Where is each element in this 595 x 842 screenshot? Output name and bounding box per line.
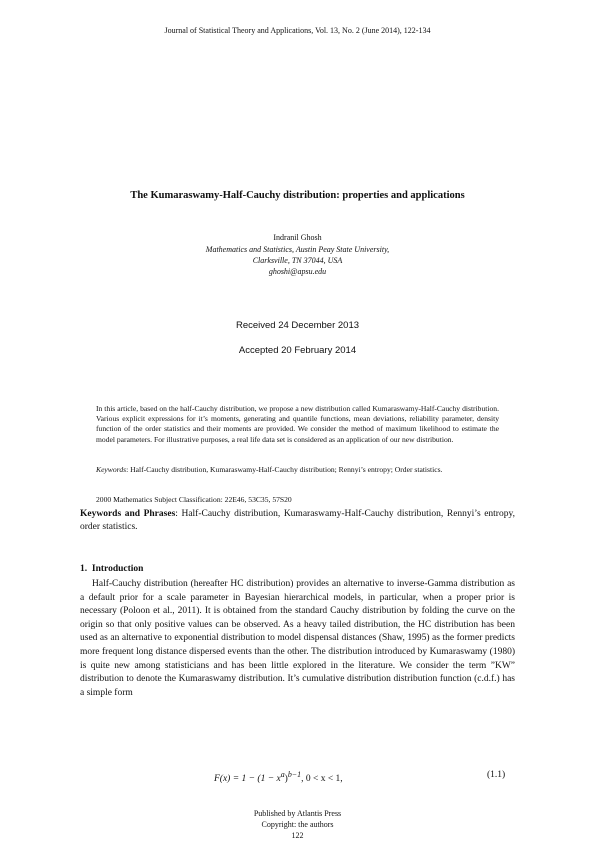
msc-classification: 2000 Mathematics Subject Classification: 22E46, 53C35, 57S20: [96, 495, 292, 504]
footer-publisher: Published by Atlantis Press: [253, 809, 342, 818]
footer-copyright: Copyright: the authors: [261, 820, 334, 829]
abstract: In this article, based on the half-Cauchy distribution, we propose a new distribution called Kumaraswamy-Half-Cauchy distribution. Various explicit expressions for it’s moments, generating and quantile functions, mean deviations, reliability parameter, density function of the order statistics and their moments are provided. We consider the method of maximum likelihood to estimate the model parameters. For illustrative purposes, a real life data set is considered as an application of our new distribution.: [96, 404, 499, 444]
section-title: Introduction: [91, 564, 144, 574]
equation-number: (1.1): [487, 770, 506, 780]
author-affiliation-line-2: Clarksville, TN 37044, USA: [252, 256, 343, 265]
author-email[interactable]: ghoshi@apsu.edu: [268, 267, 327, 276]
paper-title: The Kumaraswamy-Half-Cauchy distribution: properties and applications: [130, 190, 465, 201]
accepted-date: Accepted 20 February 2014: [238, 345, 357, 356]
received-date: Received 24 December 2013: [235, 320, 360, 331]
author-name: Indranil Ghosh: [273, 233, 322, 242]
keywords-and-phrases-label: Keywords and Phrases: [80, 509, 176, 519]
keywords-and-phrases-text: : Half-Cauchy distribution, Kumaraswamy-Half-Cauchy distribution, Rennyi’s entropy, order statistics.: [80, 509, 515, 532]
page-number: 122: [291, 831, 304, 840]
equation-close-paren: ): [284, 774, 288, 785]
abstract-keywords-text: : Half-Cauchy distribution, Kumaraswamy-Half-Cauchy distribution; Rennyi’s entropy; Order statistics.: [126, 465, 443, 474]
journal-header: Journal of Statistical Theory and Applications, Vol. 13, No. 2 (June 2014), 122-134: [164, 26, 431, 35]
section-number: 1.: [80, 564, 88, 574]
author-affiliation-line-1: Mathematics and Statistics, Austin Peay State University,: [205, 245, 390, 254]
introduction-paragraph: Half-Cauchy distribution (hereafter HC distribution) provides an alternative to inverse-Gamma distribution as a default prior for a scale parameter in Bayesian hierarchical models, in particular, when a proper prior is necessary (Poloon et al., 2011). It is obtained from the standard Cauchy distribution by folding the curve on the origin so that only positive values can be observed. As a heavy tailed distribution, the HC distribution has been used as an alternative to exponential distribution to model dispensal distances (Shaw, 1995) as the former predicts more frequent long distance dispersed events than the other. The distribution introduced by Kumaraswamy (1980) is quite new among statisticians and has been little explored in the literature. We consider the term ”KW” distribution to denote the Kumaraswamy distribution. It’s cumulative distribution distribution function (c.d.f.) has a simple form: [80, 579, 515, 698]
equation-lhs: F(x) = 1 − (1 − x: [214, 774, 281, 785]
equation-exponent-b: b−1: [287, 770, 302, 779]
equation-domain: , 0 < x < 1,: [301, 774, 343, 785]
abstract-keywords-label: Keywords: [96, 465, 127, 474]
keywords-and-phrases: [80, 508, 515, 534]
abstract-keywords: [96, 465, 499, 475]
equation-exponent-a: a: [280, 770, 285, 779]
section-heading: [80, 564, 143, 574]
equation-1-1: [214, 770, 343, 784]
